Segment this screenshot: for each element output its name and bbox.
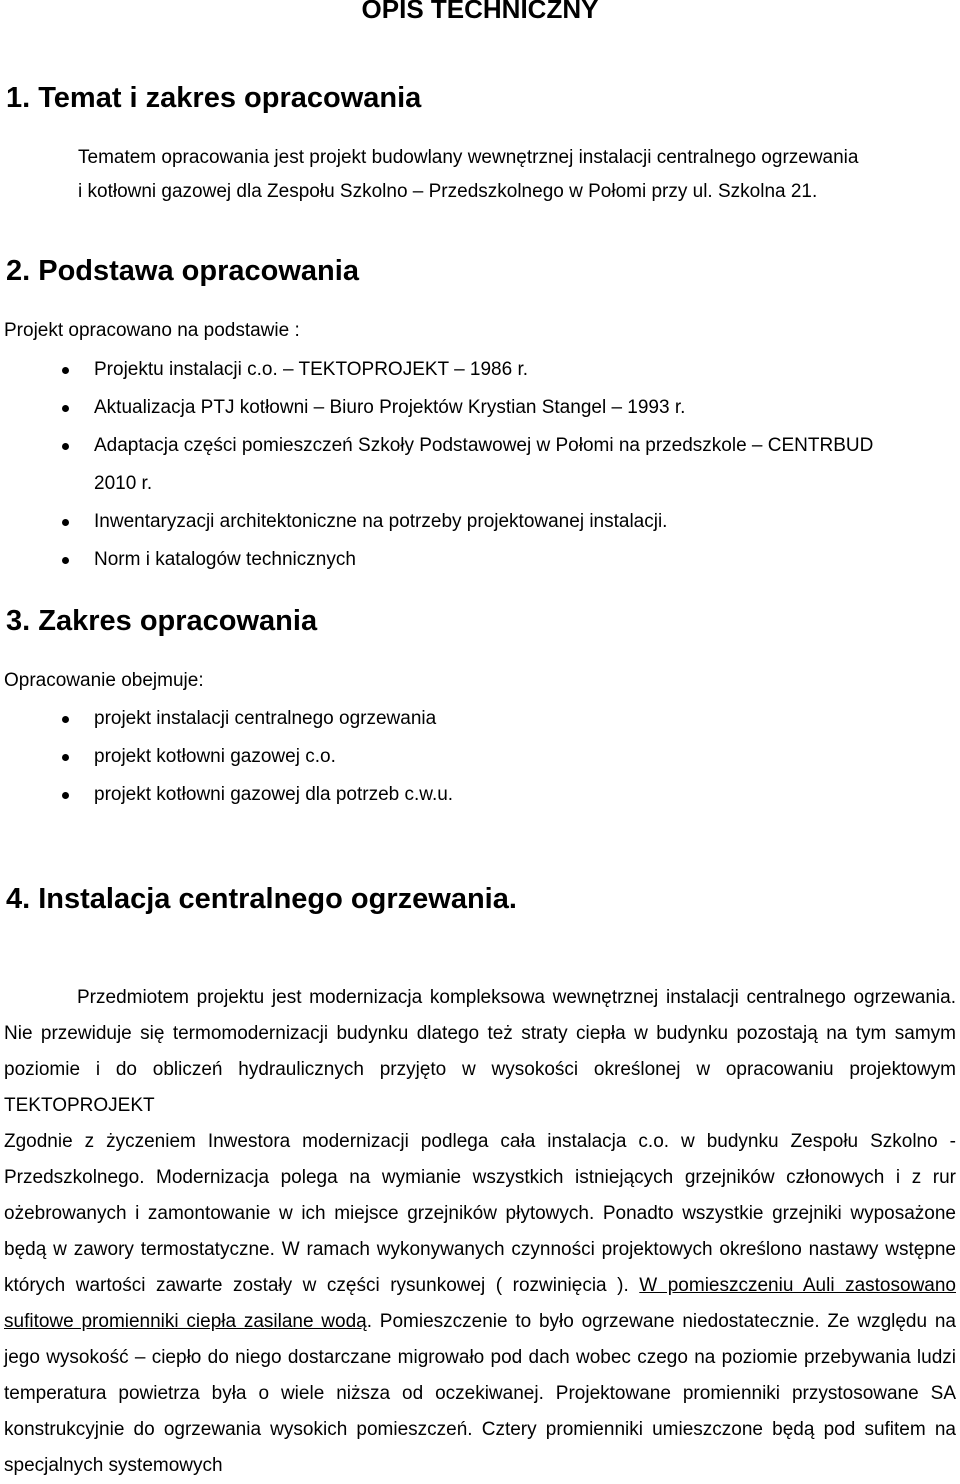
section-1-line-2: i kotłowni gazowej dla Zespołu Szkolno – Przedszkolnego w Połomi przy ul. Szkolna 21. — [78, 181, 818, 202]
section-3-heading: 3. Zakres opracowania — [6, 605, 318, 637]
section-3-intro: Opracowanie obejmuje: — [4, 670, 204, 691]
underlined-text: W pomieszczeniu Auli zastosowano sufitowe promienniki ciepła zasilane wodą — [4, 1275, 956, 1332]
section-2-heading: 2. Podstawa opracowania — [6, 255, 359, 287]
list-item: Projektu instalacji c.o. – TEKTOPROJEKT – 1986 r. — [0, 351, 873, 389]
list-item: projekt instalacji centralnego ogrzewania — [0, 700, 453, 738]
section-2-intro: Projekt opracowano na podstawie : — [4, 320, 300, 341]
list-item: Inwentaryzacji architektoniczne na potrzeby projektowanej instalacji. — [0, 503, 873, 541]
section-2-list — [0, 351, 873, 579]
section-1-line-1: Tematem opracowania jest projekt budowlany wewnętrznej instalacji centralnego ogrzewania — [78, 147, 859, 168]
section-3-list — [0, 700, 453, 814]
section-4-heading: 4. Instalacja centralnego ogrzewania. — [6, 883, 517, 915]
document-title: OPIS TECHNICZNY — [361, 0, 599, 24]
list-item: projekt kotłowni gazowej dla potrzeb c.w.u. — [0, 776, 453, 814]
list-item: Aktualizacja PTJ kotłowni – Biuro Projektów Krystian Stangel – 1993 r. — [0, 389, 873, 427]
list-item: Adaptacja części pomieszczeń Szkoły Podstawowej w Połomi na przedszkole – CENTRBUD 2010 r. — [0, 427, 873, 503]
section-1-heading: 1. Temat i zakres opracowania — [6, 82, 422, 114]
list-item: Norm i katalogów technicznych — [0, 541, 873, 579]
list-item: projekt kotłowni gazowej c.o. — [0, 738, 453, 776]
section-4-paragraph: Przedmiotem projektu jest modernizacja kompleksowa wewnętrznej instalacji centralnego ogrzewania. Nie przewiduje się termomodernizacji budynku dlatego też straty ciepła w budynku pozostają na tym samym poziomie i do obliczeń hydraulicznych przyjęto w wysokości określonej w opracowaniu projektowym TEKTOPROJEKT Zgodnie z życzeniem Inwestora modernizacji podlega cała instalacja c.o. w budynku Zespołu Szkolno - Przedszkolnego. Modernizacja polega na wymianie wszystkich istniejących grzejników członowych i z rur ożebrowanych i zamontowanie w ich miejsce grzejników płytowych. Ponadto wszystkie grzejniki wyposażone będą w zawory termostatyczne. W ramach wykonywanych czynności projektowych określono nastawy wstępne których wartości zawarte zostały w części rysunkowej ( rozwinięcia ). W pomieszczeniu Auli zastosowano sufitowe promienniki ciepła zasilane wodą. Pomieszczenie to było ogrzewane niedostatecznie. Ze względu na jego wysokość – ciepło do niego dostarczane migrowało pod dach wobec czego na poziomie przebywania ludzi temperatura powietrza była o wiele niższa od oczekiwanej. Projektowane promienniki przystosowane SA konstrukcyjnie do ogrzewania wysokich pomieszczeń. Cztery promienniki umieszczone będą pod sufitem na specjalnych systemowych — [4, 987, 956, 1476]
